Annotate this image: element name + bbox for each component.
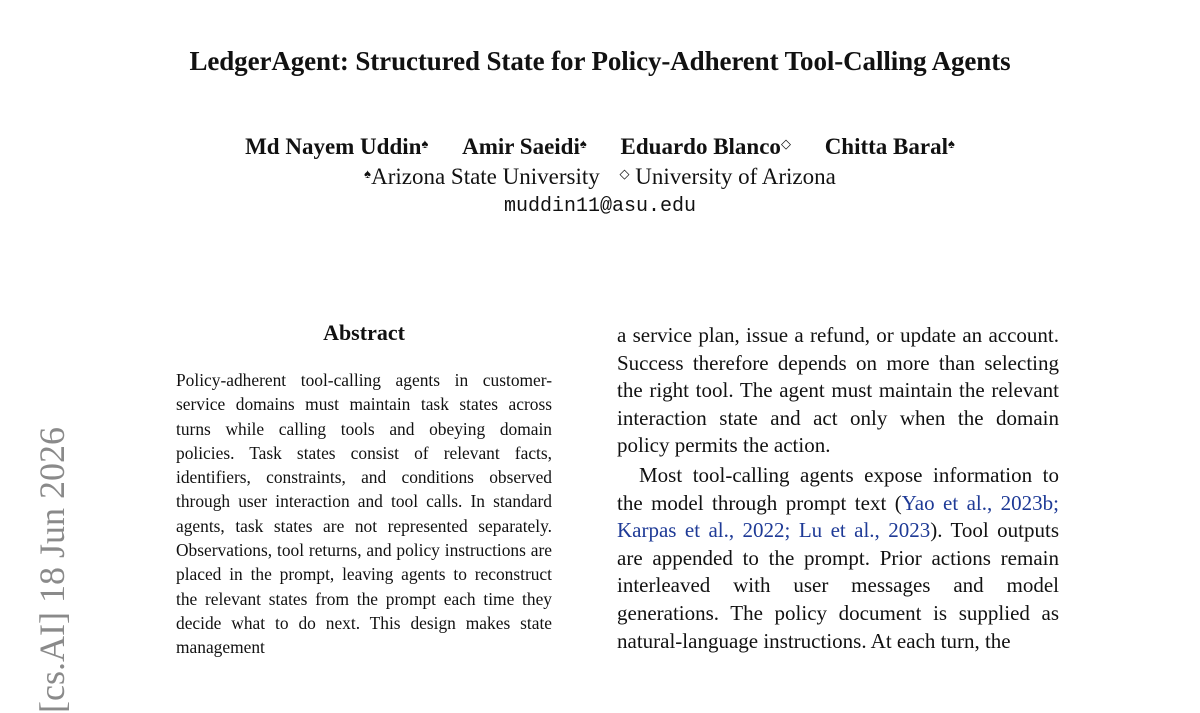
intro-paragraph	[617, 462, 1059, 655]
author-name: Chitta Baral	[824, 134, 948, 159]
affiliation	[620, 164, 836, 190]
author	[462, 134, 587, 160]
intro-paragraph: a service plan, issue a refund, or update an account. Success therefore depends on more than selecting the right tool. The agent must maintain the relevant interaction state and act only when the domain policy permits the action.	[617, 323, 1059, 458]
diamond-icon: ◇	[780, 136, 791, 151]
spade-icon: ♠	[948, 136, 955, 151]
author-email: muddin11@asu.edu	[503, 195, 697, 218]
affiliation-list	[0, 164, 1200, 190]
abstract-heading: Abstract	[323, 320, 405, 345]
paper-title: LedgerAgent: Structured State for Policy-Adherent Tool-Calling Agents	[189, 46, 1011, 76]
paragraph-text: ). Tool outputs are appended to the prompt. Prior actions remain interleaved with user messages and model generations. The policy document is supplied as natural-language instructions. At each turn, the	[617, 518, 1059, 653]
spade-icon: ♠	[421, 136, 429, 151]
author	[825, 134, 955, 160]
affiliation	[364, 164, 600, 190]
author-name: Md Nayem Uddin	[245, 134, 422, 159]
affiliation-name: Arizona State University	[371, 164, 600, 189]
spade-icon: ♠	[364, 166, 372, 181]
intro-column	[617, 322, 1059, 655]
author-name: Amir Saeidi	[462, 134, 580, 159]
citation-link[interactable]: Yao et al., 2023b; Karpas et al., 2022; Lu et al., 2023	[617, 490, 1060, 543]
diamond-icon: ◇	[619, 166, 630, 181]
author-list	[0, 134, 1200, 160]
spade-icon: ♠	[579, 136, 587, 151]
affiliation-name: University of Arizona	[635, 164, 836, 189]
paragraph-text: Most tool-calling agents expose information to the model through prompt text (	[617, 462, 1059, 515]
arxiv-stamp: [cs.AI] 18 Jun 2026	[32, 427, 72, 713]
author-name: Eduardo Blanco	[620, 134, 781, 159]
author	[245, 134, 428, 160]
abstract-text: Policy-adherent tool-calling agents in customer-service domains must maintain task states across turns while calling tools and obeying domain policies. Task states consist of relevant facts, identifiers, constraints, and conditions observed through user interaction and tool calls. In standard agents, task states are not represented separately. Observations, tool returns, and policy instructions are placed in the prompt, leaving agents to reconstruct the relevant states from the prompt each time they decide what to do next. This design makes state management	[176, 370, 552, 658]
author	[621, 134, 791, 160]
